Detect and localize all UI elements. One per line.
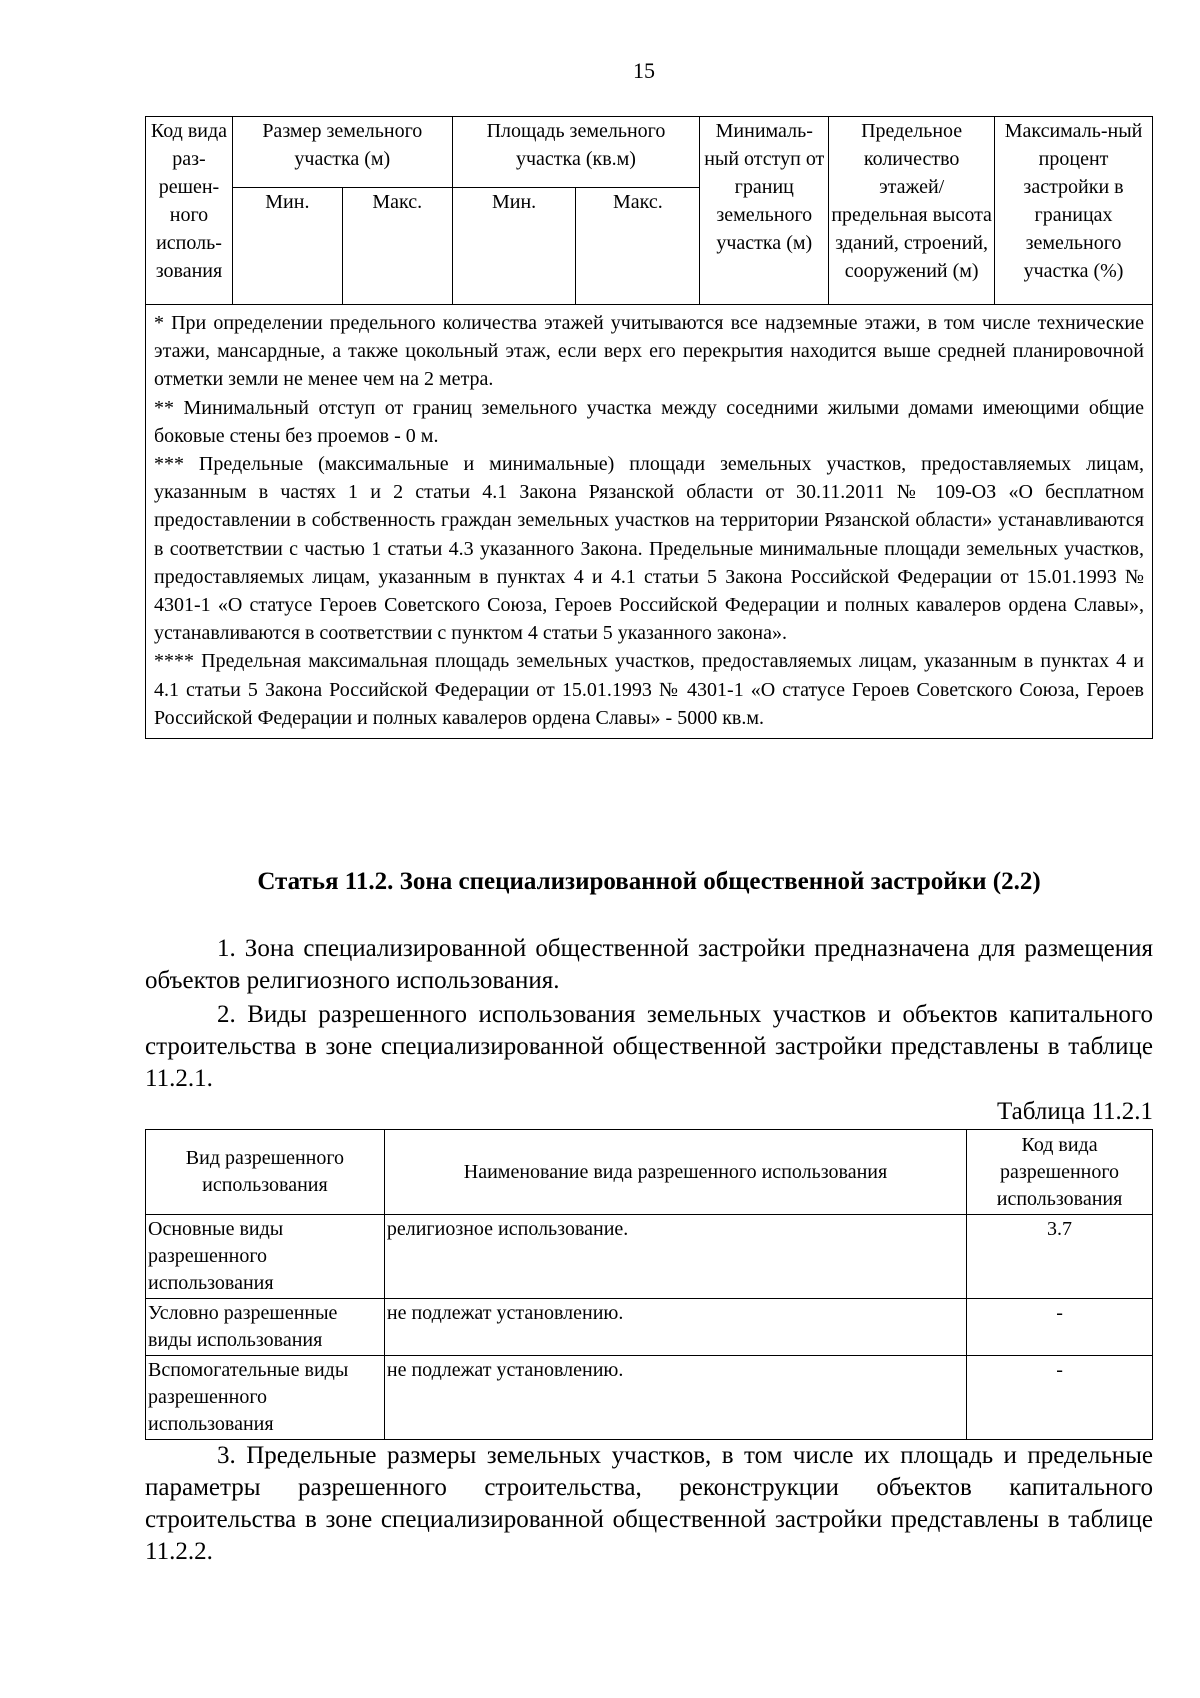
row-kind: Основные виды разрешенного использования: [146, 1215, 385, 1299]
header-offset: Минималь-ный отступ от границ земельного участка (м): [700, 117, 829, 305]
header-size-min: Мин.: [232, 188, 342, 305]
permitted-use-table: [145, 1129, 1153, 1440]
header-size-max: Макс.: [342, 188, 452, 305]
header-area: Площадь земельного участка (кв.м): [452, 117, 700, 188]
paragraph-3: 3. Предельные размеры земельных участков, в том числе их площадь и предельные параметры разрешенного строительства, реконструкции объектов капитального строительства в зоне специализированной общественной застройки представлены в таблице 11.2.2.: [145, 1442, 1153, 1565]
table-row: [146, 1215, 1153, 1299]
table-row: [146, 1299, 1153, 1356]
article-heading: Статья 11.2. Зона специализированной общественной застройки (2.2): [257, 868, 1041, 895]
table-footnotes: [146, 305, 1153, 739]
row-kind: Условно разрешенные виды использования: [146, 1299, 385, 1356]
row-name: религиозное использование.: [384, 1215, 966, 1299]
paragraph-2: 2. Виды разрешенного использования земельных участков и объектов капитального строительства в зоне специализированной общественной застройки представлены в таблице 11.2.1.: [145, 1001, 1153, 1092]
row-kind: Вспомогательные виды разрешенного использования: [146, 1356, 385, 1440]
footnote-1: * При определении предельного количества этажей учитываются все надземные этажи, в том числе технические этажи, мансардные, а также цокольный этаж, если верх его перекрытия находится выше средней планировочной отметки земли не менее чем на 2 метра.: [154, 312, 1144, 391]
row-code: 3.7: [967, 1215, 1153, 1299]
header-area-max: Макс.: [576, 188, 700, 305]
footnote-2: ** Минимальный отступ от границ земельного участка между соседними жилыми домами имеющими общие боковые стены без проемов - 0 м.: [154, 396, 1144, 447]
header-code: Код вида раз-решен-ного исполь-зования: [146, 117, 233, 305]
paragraph-1: 1. Зона специализированной общественной застройки предназначена для размещения объектов религиозного использования.: [145, 935, 1153, 994]
header-size: Размер земельного участка (м): [232, 117, 452, 188]
row-name: не подлежат установлению.: [384, 1299, 966, 1356]
row-name: не подлежат установлению.: [384, 1356, 966, 1440]
header-name: Наименование вида разрешенного использования: [384, 1130, 966, 1215]
page-number: 15: [633, 58, 655, 83]
row-code: -: [967, 1356, 1153, 1440]
row-code: -: [967, 1299, 1153, 1356]
header-area-min: Мин.: [452, 188, 576, 305]
header-kind: Вид разрешенного использования: [146, 1130, 385, 1215]
table-caption: Таблица 11.2.1: [997, 1098, 1153, 1125]
header-floors: Предельное количество этажей/ предельная высота зданий, строений, сооружений (м): [829, 117, 995, 305]
table-row: [146, 1356, 1153, 1440]
parameters-table-continued: [145, 116, 1153, 739]
footnote-4: **** Предельная максимальная площадь земельных участков, предоставляемых лицам, указанным в пунктах 4 и 4.1 статьи 5 Закона Российской Федерации от 15.01.1993 № 4301-1 «О статусе Героев Советского Союза, Героев Российской Федерации и полных кавалеров ордена Славы» - 5000 кв.м.: [154, 650, 1144, 729]
header-percent: Максималь-ный процент застройки в границах земельного участка (%): [995, 117, 1153, 305]
header-use-code: Код вида разрешенного использования: [967, 1130, 1153, 1215]
footnote-3: *** Предельные (максимальные и минимальные) площади земельных участков, предоставляемых лицам, указанным в частях 1 и 2 статьи 4.1 Закона Рязанской области от 30.11.2011 № 109-ОЗ «О бесплатном предоставлении в собственность граждан земельных участков на территории Рязанской области» устанавливаются в соответствии с частью 1 статьи 4.3 указанного Закона. Предельные минимальные площади земельных участков, предоставляемых лицам, указанным в пунктах 4 и 4.1 статьи 5 Закона Российской Федерации от 15.01.1993 № 4301-1 «О статусе Героев Советского Союза, Героев Российской Федерации и полных кавалеров ордена Славы», устанавливаются в соответствии с пунктом 4 статьи 5 указанного закона».: [154, 453, 1144, 645]
